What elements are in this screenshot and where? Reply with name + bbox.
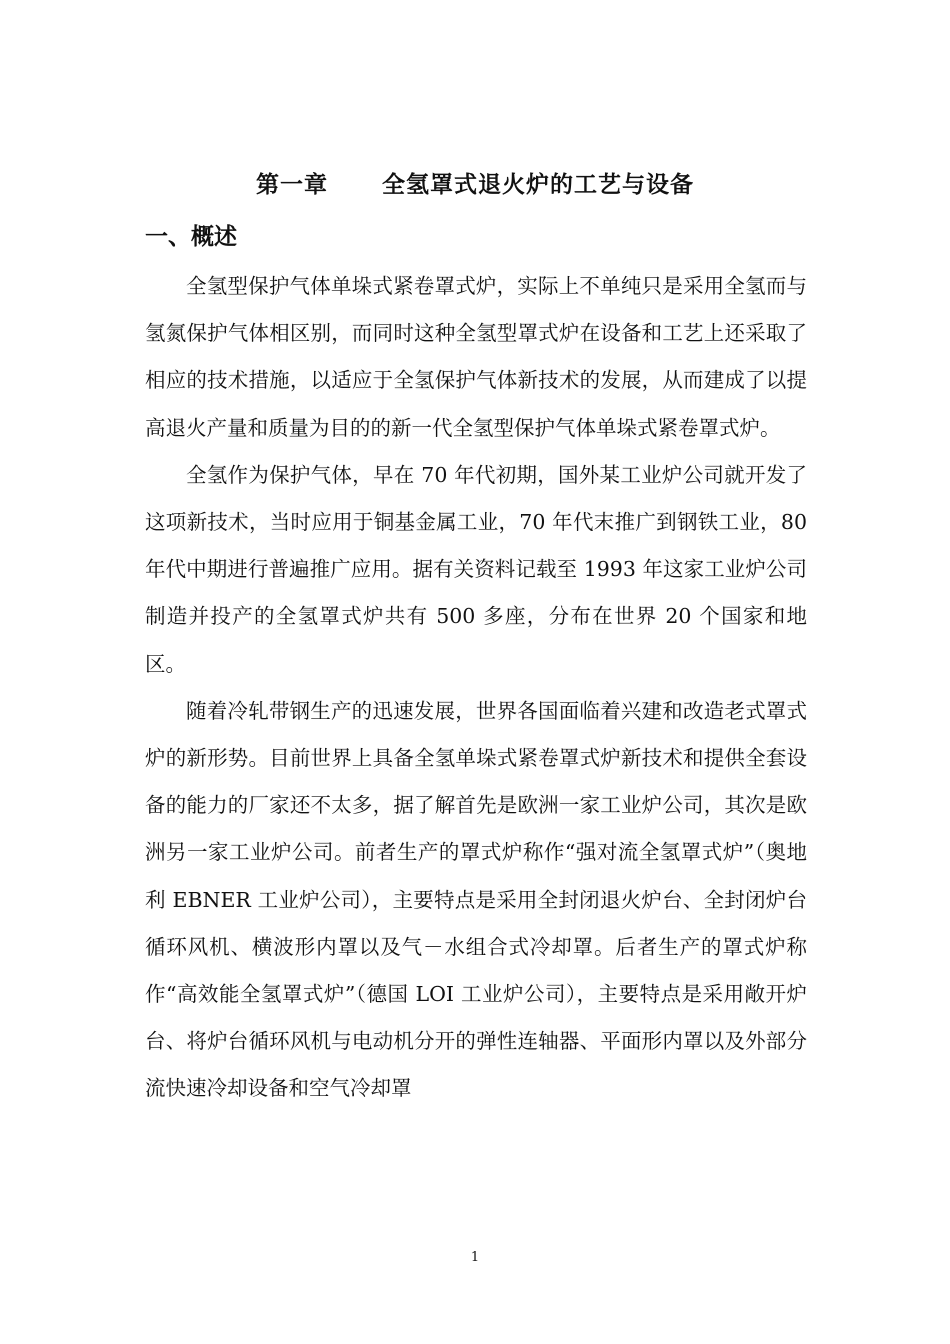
chapter-title-text: 全氢罩式退火炉的工艺与设备 xyxy=(382,172,694,198)
paragraph-1: 全氢型保护气体单垛式紧卷罩式炉，实际上不单纯只是采用全氢而与氢氮保护气体相区别，而同时这种全氢型罩式炉在设备和工艺上还采取了相应的技术措施，以适应于全氢保护气体新技术的发展，从而建成了以提高退火产量和质量为目的的新一代全氢型保护气体单垛式紧卷罩式炉。 xyxy=(145,274,807,440)
section-heading: 一、概述 xyxy=(145,224,237,250)
paragraph-3: 随着冷轧带钢生产的迅速发展，世界各国面临着兴建和改造老式罩式炉的新形势。目前世界上具备全氢单垛式紧卷罩式炉新技术和提供全套设备的能力的厂家还不太多，据了解首先是欧洲一家工业炉公司，其次是欧洲另一家工业炉公司。前者生产的罩式炉称作“强对流全氢罩式炉”（奥地利 EBNER 工业炉公司），主要特点是采用全封闭退火炉台、全封闭炉台循环风机、横波形内罩以及气－水组合式冷却罩。后者生产的罩式炉称作“高效能全氢罩式炉”（德国 LOI 工业炉公司），主要特点是采用敞开炉台、将炉台循环风机与电动机分开的弹性连轴器、平面形内罩以及外部分流快速冷却设备和空气冷却罩 xyxy=(145,698,807,1101)
body-text xyxy=(145,263,807,1113)
chapter-title xyxy=(0,163,950,207)
chapter-label: 第一章 xyxy=(256,172,328,198)
page-number: 1 xyxy=(470,1250,480,1265)
paragraph-2: 全氢作为保护气体，早在 70 年代初期，国外某工业炉公司就开发了这项新技术，当时应用于铜基金属工业，70 年代末推广到钢铁工业，80 年代中期进行普遍推广应用。据有关资料记载至 1993 年这家工业炉公司制造并投产的全氢罩式炉共有 500 多座，分布在世界 20 个国家和地区。 xyxy=(145,462,807,676)
